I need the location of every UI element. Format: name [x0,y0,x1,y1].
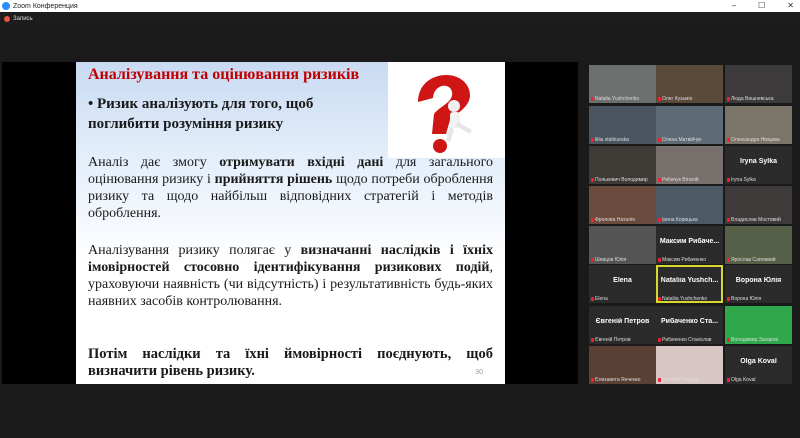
participant-tile[interactable] [589,106,656,144]
muted-mic-icon [591,218,594,222]
participant-tile[interactable] [725,346,792,384]
record-dot-icon [4,16,10,22]
participant-tile[interactable] [589,265,656,303]
minimize-button[interactable]: – [731,1,737,10]
slide-paragraph-2: Аналізування ризику полягає у визначанні наслідків і їхніх імовірностей стосовно ідентифікування ризикових подій, ураховуючи наявність (чи відсутність) і результативність будь-яких наявних засобів контролювання. [88,243,494,309]
slide-paragraph-3: Потім наслідки та їхні ймовірності поєднують, щоб визначити рівень ризику. [88,346,493,379]
muted-mic-icon [727,378,730,382]
participant-tile[interactable] [589,306,656,344]
participant-label: Наталія Бондар [662,377,699,383]
participant-name-display: Євгеній Петров [595,318,650,325]
muted-mic-icon [658,97,661,101]
participant-name-bar [591,217,654,223]
participant-label: Владислав Мостовий [731,217,781,223]
participant-label: Olga Koval [731,377,756,383]
muted-mic-icon [591,258,594,262]
participant-label: Elena [595,296,608,302]
participant-name-bar [591,257,654,263]
participant-name-display: Olga Koval [740,358,777,365]
participant-name-bar [591,296,654,302]
muted-mic-icon [727,297,730,301]
participant-label: Шевцов Юлія [595,257,627,263]
muted-mic-icon [591,97,594,101]
participant-tile[interactable] [656,306,723,344]
recording-label: Запись [13,16,33,22]
participant-name-bar [591,137,654,143]
participant-label: Ворона Юлія [731,296,762,302]
participant-tile[interactable] [589,186,656,224]
question-mark-figure-image [388,62,505,158]
muted-mic-icon [727,218,730,222]
participant-name-bar [591,337,654,343]
participant-tile[interactable] [656,106,723,144]
slide-page-number: 30 [475,369,483,376]
participant-label: Олег Кузьмін [662,96,693,102]
participant-label: Natalia Yushchenko [595,96,640,102]
participant-name-display: Рибаченко Ста... [660,318,719,325]
participant-label: Люда Вишневська [731,96,774,102]
slide-bullet: • Ризик аналізують для того, щоб поглибити розуміння ризику [88,96,314,132]
participant-tile[interactable] [589,65,656,103]
slide-paragraph-1: Аналіз дає змогу отримувати вхідні дані для загального оцінювання ризику і прийняття рішень щодо потреби оброблення ризику та щодо найбільш відповідних стратегій і методів оброблення. [88,155,494,221]
muted-mic-icon [727,178,730,182]
participant-name-bar [727,137,790,143]
muted-mic-icon [727,338,730,342]
muted-mic-icon [591,297,594,301]
participant-tile[interactable] [725,265,792,303]
participant-label: Володимир Захаров [731,337,779,343]
participant-tile[interactable] [656,346,723,384]
participant-name-bar [727,177,790,183]
participant-label: Фролова Наталія [595,217,635,223]
participant-tile[interactable] [725,226,792,264]
participant-name-display: Максим Рибаче... [659,238,720,245]
participant-name-display: Iryna Sylka [740,158,777,165]
muted-mic-icon [658,218,661,222]
participant-name-bar [591,377,654,383]
participant-label: Єлизавета Янченко [595,377,641,383]
muted-mic-icon [727,97,730,101]
muted-mic-icon [727,138,730,142]
participant-name-bar [658,296,721,302]
participant-name-bar [727,337,790,343]
participant-name-bar [658,96,721,102]
muted-mic-icon [591,138,594,142]
participant-tile[interactable] [589,146,656,184]
participant-tile[interactable] [725,65,792,103]
participant-name-display: Nataliia Yushch... [660,277,719,284]
participant-name-display: Elena [613,277,632,284]
recording-bar [0,12,800,26]
participant-name-bar [591,96,654,102]
participant-name-bar [727,377,790,383]
participant-label: Олена Матвійчук [662,137,702,143]
maximize-button[interactable]: ☐ [758,1,766,10]
participant-name-bar [658,257,721,263]
participant-label: Iryna Sylka [731,177,756,183]
participant-tile[interactable] [725,186,792,224]
participant-name-bar [658,217,721,223]
slide-title: Аналізування та оцінювання ризиків [88,66,360,83]
participant-tile[interactable] [589,346,656,384]
participant-tile[interactable] [725,106,792,144]
zoom-app-icon [2,2,10,10]
muted-mic-icon [591,338,594,342]
participant-tile[interactable] [656,265,723,303]
participant-name-bar [658,377,721,383]
muted-mic-icon [591,378,594,382]
participant-name-bar [727,96,790,102]
participant-label: Nataliia Yushchenko [662,296,708,302]
participant-tile[interactable] [656,146,723,184]
participant-label: Полькевич Володимир [595,177,648,183]
recording-indicator[interactable] [4,14,33,24]
participant-name-bar [591,177,654,183]
participant-name-bar [727,217,790,223]
muted-mic-icon [658,138,661,142]
participant-name-bar [727,296,790,302]
participant-label: liliia stahkurska [595,137,629,143]
participant-label: Максим Рибаченко [662,257,707,263]
participant-name-bar [727,257,790,263]
muted-mic-icon [658,378,661,382]
participant-name-bar [658,137,721,143]
participant-tile[interactable] [656,226,723,264]
muted-mic-icon [658,258,661,262]
participant-tile[interactable] [589,226,656,264]
muted-mic-icon [727,258,730,262]
participant-name-bar [658,177,721,183]
presentation-slide [76,62,505,384]
participant-tile[interactable] [656,186,723,224]
muted-mic-icon [591,178,594,182]
close-button[interactable]: ✕ [787,1,794,10]
participant-label: Ярослав Сапливий [731,257,776,263]
muted-mic-icon [658,178,661,182]
muted-mic-icon [658,297,661,301]
shared-screen [2,62,578,384]
participant-label: Євгеній Петров [595,337,631,343]
participant-label: Ірина Корицька [662,217,698,223]
participant-name-bar [658,337,721,343]
window-titlebar [0,0,800,12]
muted-mic-icon [658,338,661,342]
participant-label: Рибачук Віталій [662,177,699,183]
participant-tile[interactable] [725,306,792,344]
window-title: Zoom Конференция [13,2,78,10]
participant-tile[interactable] [725,146,792,184]
participant-name-display: Ворона Юлія [735,277,782,284]
participant-label: Рибаченко Станіслав [662,337,712,343]
participant-tile[interactable] [656,65,723,103]
participant-label: Олександра Німцова [731,137,780,143]
